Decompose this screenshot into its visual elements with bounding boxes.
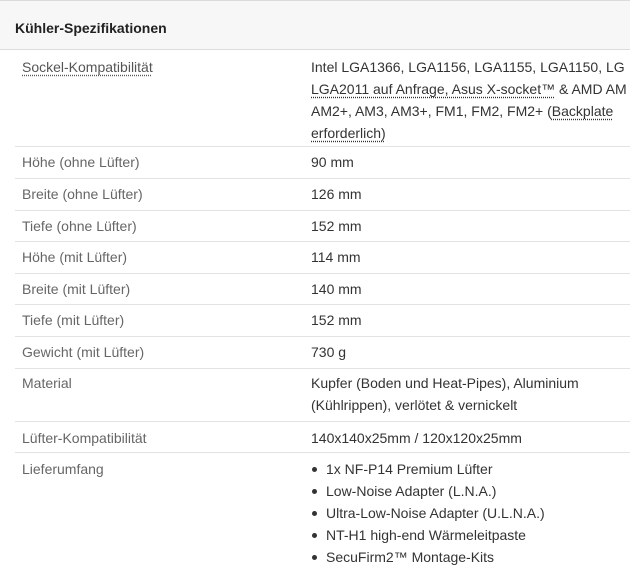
material-value-line-2: (Kühlrippen), verlötet & vernickelt — [311, 397, 518, 413]
list-item — [311, 524, 630, 546]
socket-value-line-3 — [311, 100, 630, 122]
socket-backplate-link[interactable]: Backplate — [551, 103, 614, 119]
scope-list — [311, 458, 630, 568]
scope-item-label: SecuFirm2™ Montage-Kits — [326, 549, 495, 565]
specs-header — [0, 0, 630, 50]
socket-value-line-4 — [311, 122, 630, 144]
socket-value-line-3-text: AM2+, AM3, AM3+, FM1, FM2, FM2+ ( — [311, 103, 552, 119]
list-item — [311, 502, 630, 524]
spec-value-scope — [311, 458, 630, 568]
spec-label-material: Material — [22, 375, 72, 391]
spec-value-fan-compat: 140x140x25mm / 120x120x25mm — [311, 430, 522, 446]
bullet-icon — [312, 555, 317, 560]
spec-label-weight-fan: Gewicht (mit Lüfter) — [22, 344, 145, 360]
spec-row-depth-no-fan — [0, 211, 630, 242]
material-value-line-1: Kupfer (Boden und Heat-Pipes), Aluminium — [311, 375, 579, 391]
spec-row-socket — [0, 50, 630, 147]
spec-label-depth-no-fan: Tiefe (ohne Lüfter) — [22, 218, 137, 234]
spec-value-depth-fan: 152 mm — [311, 312, 362, 328]
spec-label-depth-fan: Tiefe (mit Lüfter) — [22, 312, 125, 328]
scope-item-label: Ultra-Low-Noise Adapter (U.L.N.A.) — [326, 505, 545, 521]
spec-label-width-fan: Breite (mit Lüfter) — [22, 281, 131, 297]
spec-label-height-fan: Höhe (mit Lüfter) — [22, 249, 128, 265]
spec-value-height-no-fan: 90 mm — [311, 154, 354, 170]
spec-label-height-no-fan: Höhe (ohne Lüfter) — [22, 154, 140, 170]
spec-value-material — [311, 372, 630, 416]
socket-value-line-2-rest: & AMD AM — [555, 81, 627, 97]
spec-row-width-no-fan — [0, 179, 630, 211]
spec-value-height-fan: 114 mm — [311, 249, 361, 265]
scope-item-label: Low-Noise Adapter (L.N.A.) — [326, 483, 497, 499]
spec-row-weight-fan — [0, 337, 630, 369]
list-item — [311, 480, 630, 502]
spec-row-fan-compat — [0, 422, 630, 453]
spec-value-weight-fan: 730 g — [311, 344, 347, 360]
list-item — [311, 546, 630, 568]
spec-value-width-no-fan: 126 mm — [311, 186, 362, 202]
scope-item-label: NT-H1 high-end Wärmeleitpaste — [326, 527, 526, 543]
specs-table — [0, 50, 630, 573]
spec-label-fan-compat: Lüfter-Kompatibilität — [22, 430, 147, 446]
spec-row-width-fan — [0, 274, 630, 305]
spec-value-depth-no-fan: 152 mm — [311, 218, 362, 234]
bullet-icon — [312, 467, 317, 472]
spec-row-height-no-fan — [0, 147, 630, 179]
bullet-icon — [312, 511, 317, 516]
spec-label-width-no-fan: Breite (ohne Lüfter) — [22, 186, 143, 202]
bullet-icon — [312, 533, 317, 538]
spec-label-socket[interactable]: Sockel-Kompatibilität — [22, 59, 153, 75]
socket-value-line-2 — [311, 78, 630, 100]
list-item — [311, 458, 630, 480]
spec-row-height-fan — [0, 242, 630, 274]
bullet-icon — [312, 489, 317, 494]
spec-label-scope: Lieferumfang — [22, 461, 104, 477]
spec-row-depth-fan — [0, 305, 630, 337]
socket-lga2011-link[interactable]: LGA2011 auf Anfrage, Asus X-socket™ — [311, 81, 556, 97]
spec-value-width-fan: 140 mm — [311, 281, 362, 297]
socket-required-link[interactable]: erforderlich) — [311, 125, 386, 141]
spec-row-scope — [0, 453, 630, 573]
specs-title: Kühler-Spezifikationen — [15, 20, 167, 36]
spec-row-material — [0, 369, 630, 422]
spec-value-socket — [311, 56, 630, 144]
scope-item-label: 1x NF-P14 Premium Lüfter — [326, 461, 493, 477]
socket-value-line-1: Intel LGA1366, LGA1156, LGA1155, LGA1150, LG — [311, 59, 625, 75]
